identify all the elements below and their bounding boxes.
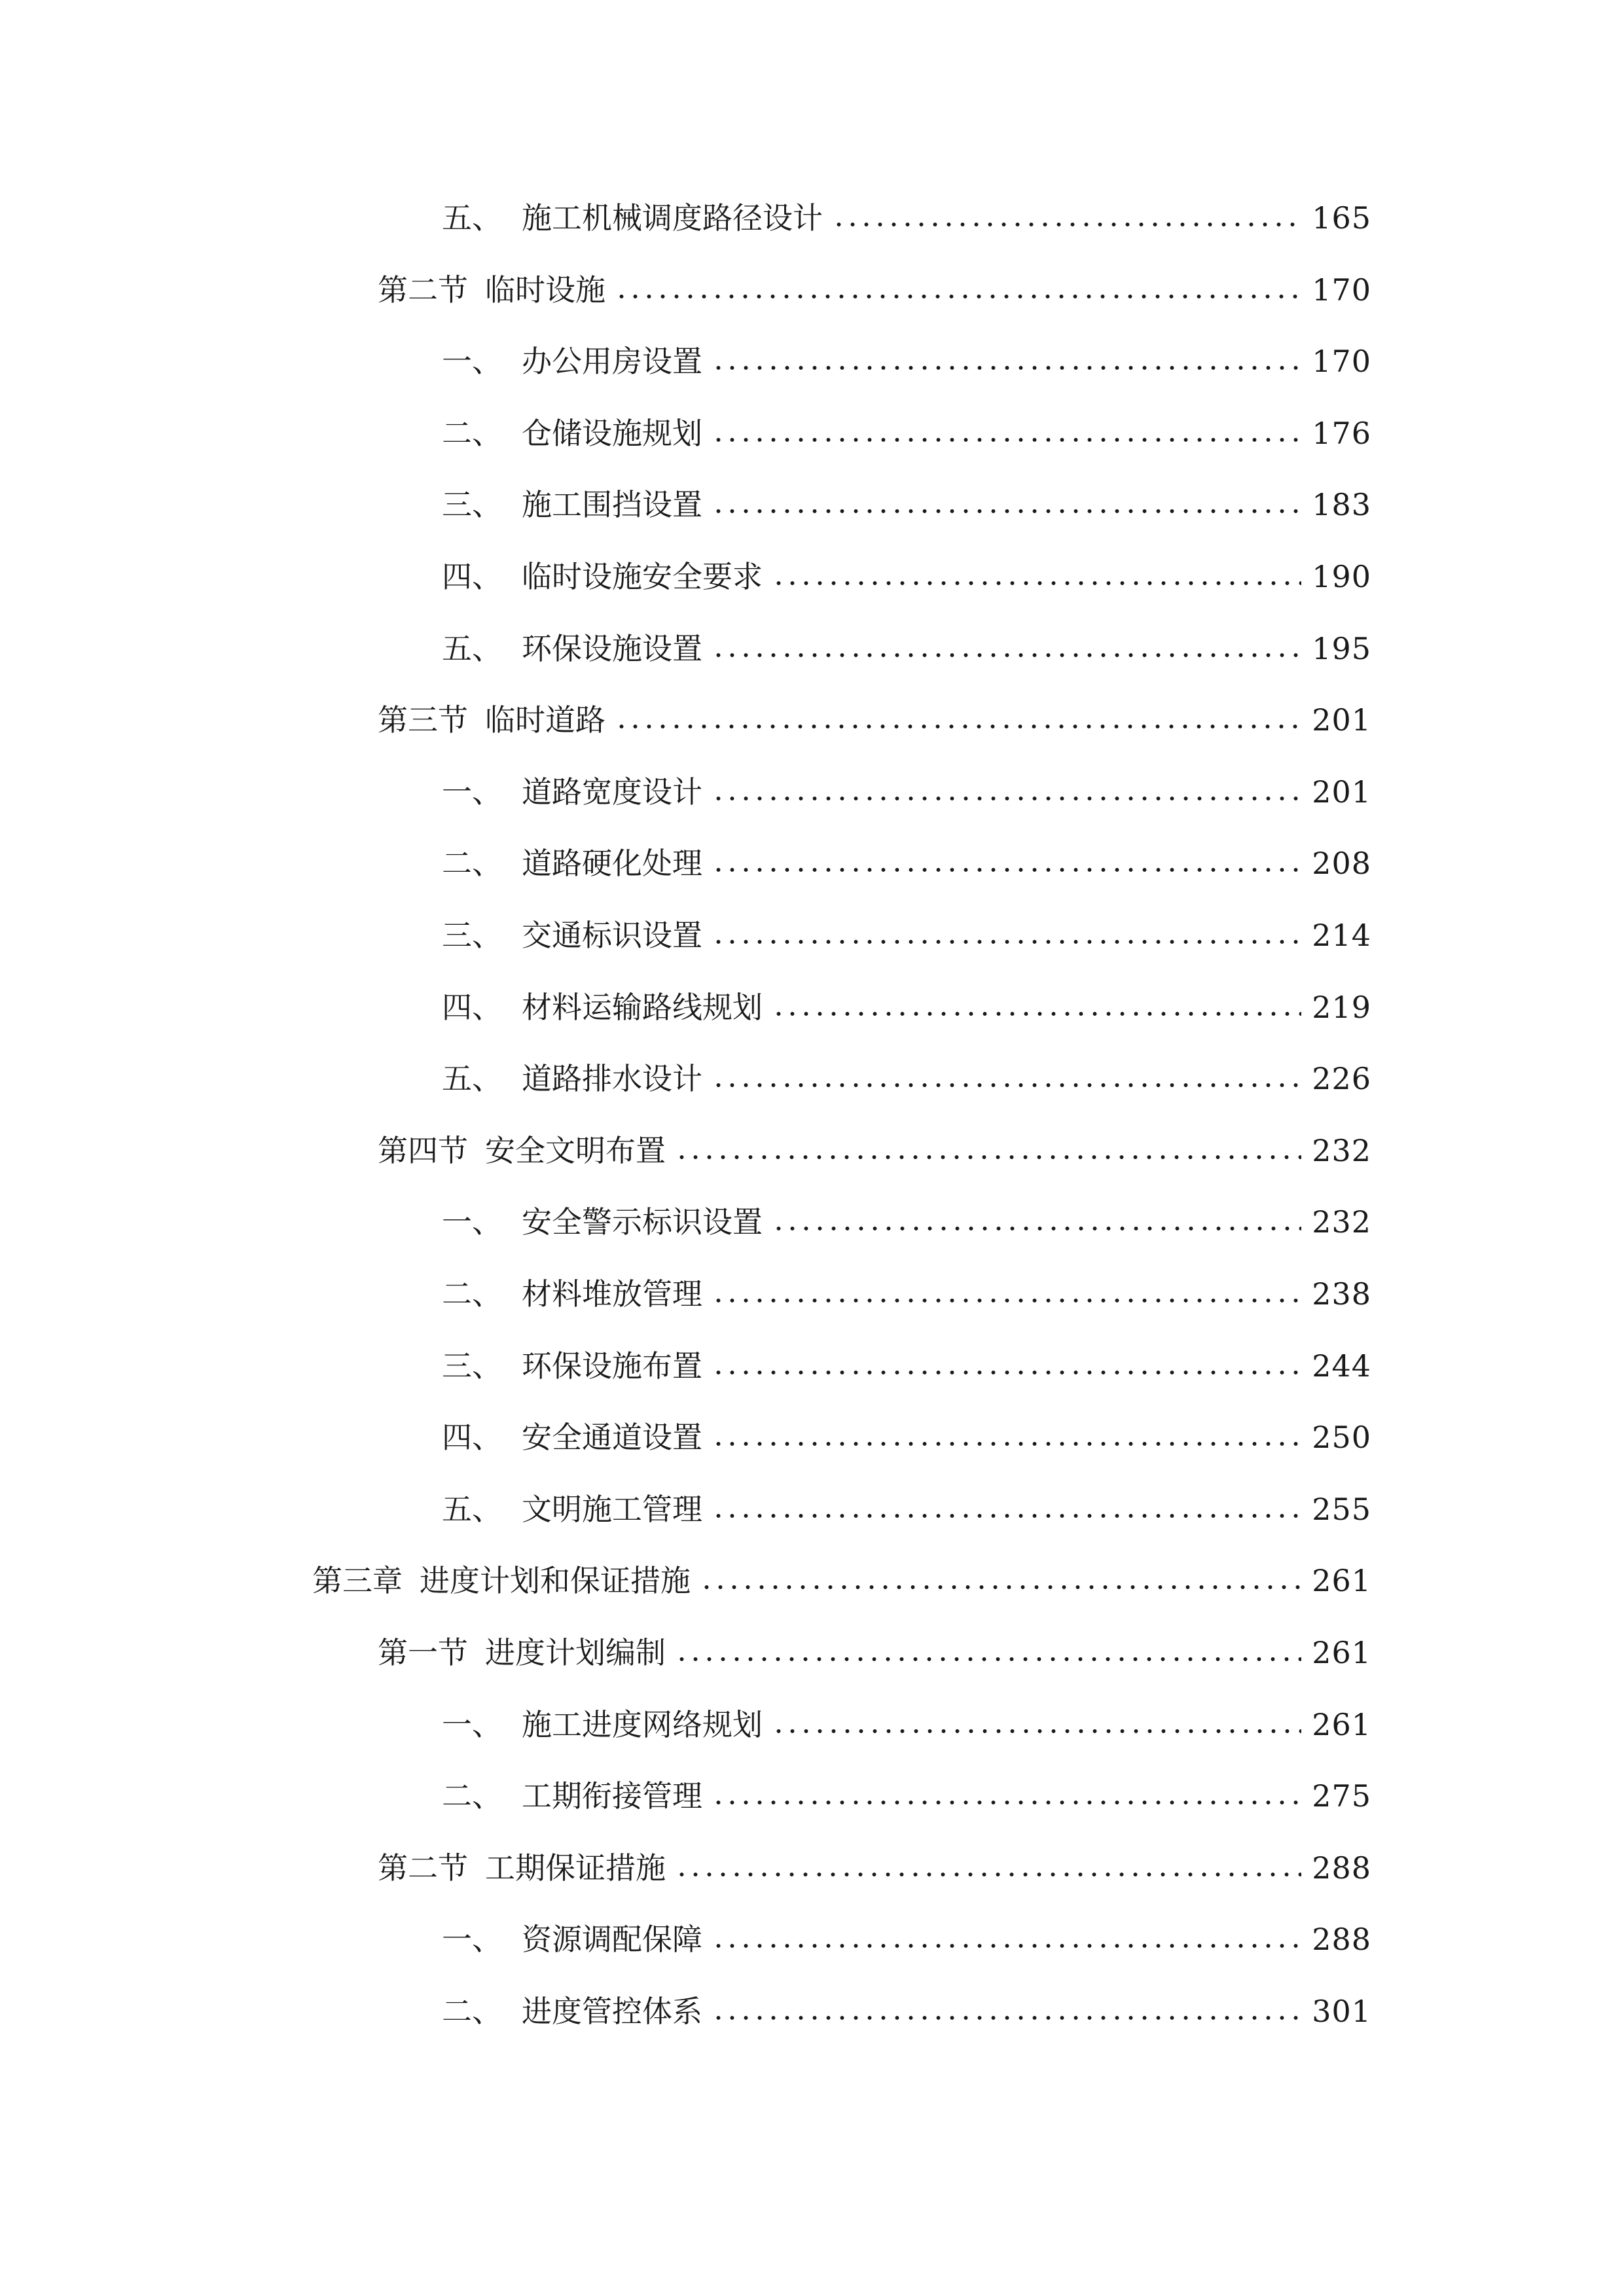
dot-leader [712, 1514, 1301, 1518]
toc-entry-number: 二、 [442, 1994, 502, 2029]
dot-leader [772, 1012, 1301, 1016]
toc-entry-number: 第三章 [312, 1563, 403, 1599]
dot-leader [675, 1155, 1301, 1159]
toc-entry-number: 四、 [442, 1420, 502, 1456]
toc-entry[interactable] [442, 986, 1371, 1029]
toc-entry[interactable] [378, 1631, 1371, 1674]
toc-entry-page-number: 250 [1312, 1420, 1371, 1456]
toc-entry-title: 进度计划和保证措施 [420, 1563, 691, 1599]
toc-entry-title: 进度计划编制 [485, 1635, 666, 1670]
toc-entry-page-number: 183 [1312, 487, 1371, 523]
toc-entry-number: 四、 [442, 559, 502, 594]
toc-entry-title: 临时设施 [485, 272, 605, 308]
toc-entry-page-number: 232 [1312, 1204, 1371, 1240]
toc-entry-number: 第二节 [378, 1850, 468, 1886]
toc-entry[interactable] [378, 1129, 1371, 1172]
toc-entry-page-number: 195 [1312, 630, 1371, 666]
dot-leader [712, 1801, 1301, 1804]
toc-entry-number: 一、 [442, 1706, 502, 1742]
toc-entry[interactable] [442, 1488, 1371, 1531]
toc-entry[interactable] [442, 483, 1371, 526]
toc-entry-page-number: 261 [1312, 1706, 1371, 1742]
dot-leader [712, 1944, 1301, 1948]
toc-entry-page-number: 165 [1312, 200, 1371, 236]
dot-leader [712, 1299, 1301, 1302]
toc-entry-page-number: 288 [1312, 1922, 1371, 1958]
toc-entry[interactable] [442, 842, 1371, 885]
toc-entry-page-number: 238 [1312, 1276, 1371, 1312]
toc-entry-number: 第三节 [378, 702, 468, 738]
toc-entry-title: 交通标识设置 [522, 918, 702, 953]
toc-entry[interactable] [442, 412, 1371, 455]
dot-leader [712, 797, 1301, 800]
toc-entry[interactable] [442, 627, 1371, 670]
toc-entry[interactable] [312, 1559, 1371, 1602]
toc-entry-page-number: 232 [1312, 1132, 1371, 1168]
dot-leader [712, 438, 1301, 442]
toc-entry-title: 安全文明布置 [485, 1132, 666, 1168]
toc-entry-title: 安全通道设置 [522, 1420, 702, 1456]
dot-leader [675, 1657, 1301, 1661]
toc-entry-page-number: 301 [1312, 1994, 1371, 2029]
toc-entry-page-number: 170 [1312, 344, 1371, 380]
toc-entry-page-number: 288 [1312, 1850, 1371, 1886]
toc-entry-title: 安全警示标识设置 [522, 1204, 763, 1240]
toc-entry-title: 工期衔接管理 [522, 1778, 702, 1814]
toc-entry[interactable] [442, 1057, 1371, 1100]
toc-entry[interactable] [442, 1272, 1371, 1316]
toc-entry-number: 一、 [442, 1204, 502, 1240]
toc-entry[interactable] [442, 340, 1371, 383]
toc-entry-number: 第四节 [378, 1132, 468, 1168]
toc-entry[interactable] [378, 1846, 1371, 1890]
dot-leader [712, 1442, 1301, 1446]
dot-leader [712, 653, 1301, 657]
dot-leader [832, 223, 1301, 226]
toc-entry-title: 施工进度网络规划 [522, 1706, 763, 1742]
toc-entry-page-number: 255 [1312, 1491, 1371, 1527]
dot-leader [615, 295, 1301, 298]
toc-entry-number: 二、 [442, 846, 502, 882]
toc-entry-title: 资源调配保障 [522, 1922, 702, 1958]
toc-entry[interactable] [378, 698, 1371, 742]
toc-entry-number: 二、 [442, 415, 502, 451]
toc-entry-page-number: 261 [1312, 1635, 1371, 1670]
toc-entry-number: 第二节 [378, 272, 468, 308]
toc-entry-page-number: 208 [1312, 846, 1371, 882]
toc-entry-page-number: 244 [1312, 1348, 1371, 1384]
toc-entry-title: 道路硬化处理 [522, 846, 702, 882]
toc-entry[interactable] [442, 1344, 1371, 1388]
dot-leader [712, 2016, 1301, 2020]
toc-entry-title: 环保设施设置 [522, 630, 702, 666]
toc-entry-title: 临时设施安全要求 [522, 559, 763, 594]
toc-entry[interactable] [442, 1703, 1371, 1746]
toc-entry[interactable] [442, 555, 1371, 598]
toc-entry-title: 道路排水设计 [522, 1061, 702, 1097]
toc-entry-title: 办公用房设置 [522, 344, 702, 380]
toc-entry-title: 施工围挡设置 [522, 487, 702, 523]
toc-entry-page-number: 201 [1312, 702, 1371, 738]
toc-entry-title: 材料运输路线规划 [522, 989, 763, 1025]
toc-entry-number: 第一节 [378, 1635, 468, 1670]
toc-entry-page-number: 275 [1312, 1778, 1371, 1814]
dot-leader [615, 725, 1301, 728]
toc-entry-title: 施工机械调度路径设计 [522, 200, 823, 236]
toc-entry[interactable] [442, 1918, 1371, 1961]
dot-leader [772, 1729, 1301, 1733]
toc-entry-title: 环保设施布置 [522, 1348, 702, 1384]
toc-entry-page-number: 201 [1312, 774, 1371, 810]
toc-entry-number: 五、 [442, 630, 502, 666]
toc-entry-number: 一、 [442, 774, 502, 810]
toc-entry-title: 工期保证措施 [485, 1850, 666, 1886]
toc-entry-page-number: 170 [1312, 272, 1371, 308]
dot-leader [712, 940, 1301, 944]
toc-entry-title: 材料堆放管理 [522, 1276, 702, 1312]
toc-entry-number: 三、 [442, 1348, 502, 1384]
dot-leader [772, 1227, 1301, 1230]
toc-entry[interactable] [442, 1200, 1371, 1244]
toc-entry-number: 一、 [442, 1922, 502, 1958]
toc-entry[interactable] [378, 268, 1371, 312]
dot-leader [712, 1083, 1301, 1087]
toc-entry[interactable] [442, 1990, 1371, 2033]
toc-entry-title: 进度管控体系 [522, 1994, 702, 2029]
toc-entry-number: 一、 [442, 344, 502, 380]
dot-leader [712, 1371, 1301, 1374]
dot-leader [675, 1873, 1301, 1876]
toc-entry-title: 道路宽度设计 [522, 774, 702, 810]
dot-leader [772, 581, 1301, 585]
toc-entry[interactable] [442, 770, 1371, 814]
toc-entry-page-number: 176 [1312, 415, 1371, 451]
toc-entry[interactable] [442, 914, 1371, 957]
toc-entry-number: 三、 [442, 918, 502, 953]
dot-leader [712, 509, 1301, 513]
toc-entry-number: 五、 [442, 1061, 502, 1097]
toc-entry-number: 五、 [442, 200, 502, 236]
toc-entry-number: 五、 [442, 1491, 502, 1527]
toc-entry[interactable] [442, 1416, 1371, 1459]
toc-entry-page-number: 226 [1312, 1061, 1371, 1097]
dot-leader [712, 868, 1301, 872]
toc-entry[interactable] [442, 196, 1371, 240]
dot-leader [700, 1585, 1301, 1589]
toc-entry-number: 二、 [442, 1778, 502, 1814]
toc-entry-page-number: 219 [1312, 989, 1371, 1025]
toc-entry-title: 仓储设施规划 [522, 415, 702, 451]
toc-entry-page-number: 214 [1312, 918, 1371, 953]
toc-entry-number: 二、 [442, 1276, 502, 1312]
toc-entry-number: 三、 [442, 487, 502, 523]
toc-entry-page-number: 190 [1312, 559, 1371, 594]
toc-entry-title: 文明施工管理 [522, 1491, 702, 1527]
toc-entry-page-number: 261 [1312, 1563, 1371, 1599]
dot-leader [712, 366, 1301, 370]
toc-entry[interactable] [442, 1774, 1371, 1818]
toc-entry-title: 临时道路 [485, 702, 605, 738]
toc-entry-number: 四、 [442, 989, 502, 1025]
